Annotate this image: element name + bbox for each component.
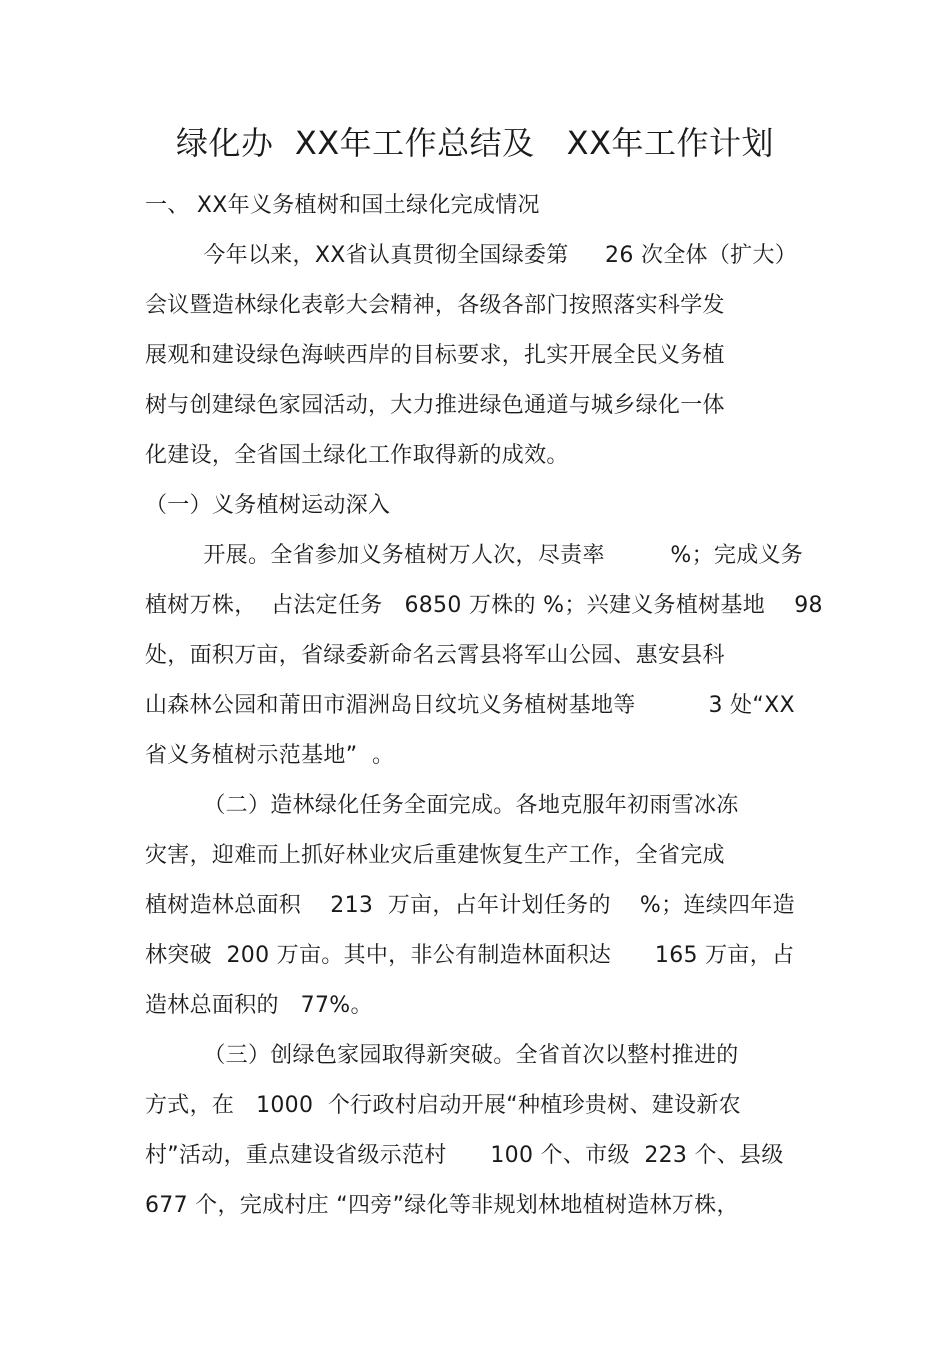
paragraph-line: （二）造林绿化任务全面完成。各地克服年初雨雪冰冻 (145, 793, 739, 818)
paragraph-line: 植树造林总面积 213 万亩，占年计划任务的 %；连续四年造 (145, 893, 795, 918)
paragraph-line: 省义务植树示范基地” 。 (145, 743, 395, 768)
paragraph-line: 山森林公园和莆田市湄洲岛日纹坑义务植树基地等 3 处“XX (145, 693, 795, 718)
paragraph-line: 植树万株， 占法定任务 6850 万株的 %；兴建义务植树基地 98 (145, 593, 823, 618)
paragraph-line: 村”活动，重点建设省级示范村 100 个、市级 223 个、县级 (145, 1143, 784, 1168)
paragraph-line: 处，面积万亩，省绿委新命名云霄县将军山公园、惠安县科 (145, 643, 725, 668)
paragraph-line: 造林总面积的 77%。 (145, 993, 373, 1018)
paragraph-line: 林突破 200 万亩。其中，非公有制造林面积达 165 万亩，占 (145, 943, 795, 968)
paragraph-line: 会议暨造林绿化表彰大会精神，各级各部门按照落实科学发 (145, 293, 725, 318)
paragraph-line: 树与创建绿色家园活动，大力推进绿色通道与城乡绿化一体 (145, 393, 725, 418)
document-title: 绿化办 XX年工作总结及 XX年工作计划 (175, 124, 775, 162)
paragraph-line: 方式，在 1000 个行政村启动开展“种植珍贵树、建设新农 (145, 1093, 741, 1118)
subsection-heading: （一）义务植树运动深入 (145, 493, 391, 518)
paragraph-line: （三）创绿色家园取得新突破。全省首次以整村推进的 (145, 1043, 739, 1068)
paragraph-line: 677 个，完成村庄 “四旁”绿化等非规划林地植树造林万株， (145, 1193, 739, 1218)
section-heading: 一、 XX年义务植树和国土绿化完成情况 (145, 193, 540, 218)
paragraph-line: 灾害，迎难而上抓好林业灾后重建恢复生产工作，全省完成 (145, 843, 725, 868)
paragraph-line: 展观和建设绿色海峡西岸的目标要求，扎实开展全民义务植 (145, 343, 725, 368)
paragraph-line: 今年以来，XX省认真贯彻全国绿委第 26 次全体（扩大） (145, 243, 798, 268)
paragraph-line: 开展。全省参加义务植树万人次，尽责率 %；完成义务 (145, 543, 804, 568)
paragraph-line: 化建设，全省国土绿化工作取得新的成效。 (145, 443, 569, 468)
